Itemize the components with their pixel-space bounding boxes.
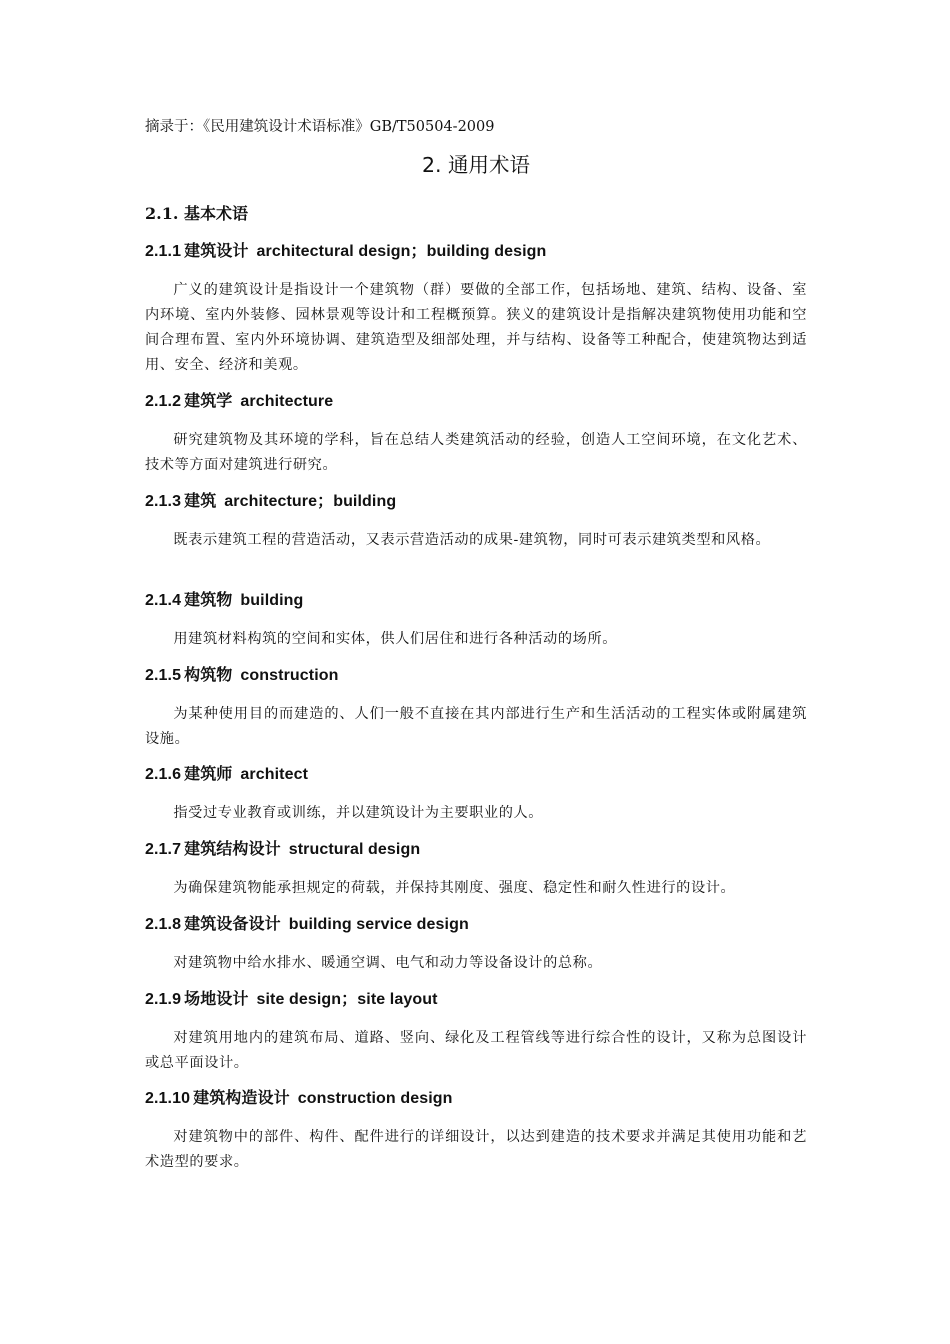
term-entry [145, 490, 807, 553]
term-entry [145, 240, 807, 378]
term-entry [145, 763, 807, 826]
term-entry [145, 988, 807, 1076]
term-number: 2.1.5 [145, 667, 182, 684]
term-name-en: architecture；building [224, 493, 397, 510]
term-definition: 对建筑物中给水排水、暖通空调、电气和动力等设备设计的总称。 [173, 955, 603, 971]
section-title: 2.1. 基本术语 [145, 204, 248, 223]
term-name-zh: 建筑 [184, 491, 217, 510]
term-definition: 为某种使用目的而建造的、人们一般不直接在其内部进行生产和生活活动的工程实体或附属建筑设施。 [145, 706, 807, 747]
term-definition: 为确保建筑物能承担规定的荷载，并保持其刚度、强度、稳定性和耐久性进行的设计。 [173, 880, 736, 896]
term-name-en: site design；site layout [256, 991, 438, 1008]
term-entry [145, 913, 807, 976]
term-entry [145, 664, 807, 752]
term-definition: 研究建筑物及其环境的学科，旨在总结人类建筑活动的经验，创造人工空间环境，在文化艺术、技术等方面对建筑进行研究。 [145, 432, 807, 473]
term-heading [145, 589, 807, 612]
term-name-en: building [240, 592, 304, 609]
term-number: 2.1.4 [145, 592, 182, 609]
term-name-zh: 建筑师 [184, 764, 233, 783]
term-definition: 既表示建筑工程的营造活动，又表示营造活动的成果-建筑物，同时可表示建筑类型和风格。 [173, 532, 771, 548]
term-name-en: structural design [288, 841, 421, 858]
term-number: 2.1.8 [145, 916, 182, 933]
term-number: 2.1.2 [145, 393, 182, 410]
term-name-zh: 建筑学 [184, 391, 233, 410]
term-name-zh: 构筑物 [184, 665, 233, 684]
term-number: 2.1.1 [145, 243, 182, 260]
term-number: 2.1.6 [145, 766, 182, 783]
term-heading [145, 988, 807, 1011]
term-heading [145, 763, 807, 786]
term-number: 2.1.9 [145, 991, 182, 1008]
term-name-en: construction design [297, 1090, 453, 1107]
term-definition: 用建筑材料构筑的空间和实体，供人们居住和进行各种活动的场所。 [173, 631, 618, 647]
term-definition: 对建筑用地内的建筑布局、道路、竖向、绿化及工程管线等进行综合性的设计，又称为总图设计或总平面设计。 [145, 1030, 807, 1071]
term-number: 2.1.7 [145, 841, 182, 858]
term-name-zh: 建筑结构设计 [184, 839, 281, 858]
term-name-en: architecture [240, 393, 334, 410]
term-heading [145, 838, 807, 861]
term-heading [145, 1087, 807, 1110]
term-number: 2.1.10 [145, 1090, 191, 1107]
term-heading [145, 390, 807, 413]
term-definition: 指受过专业教育或训练，并以建筑设计为主要职业的人。 [173, 805, 544, 821]
chapter-title: 2. 通用术语 [421, 153, 531, 177]
term-name-zh: 建筑设计 [184, 241, 249, 260]
term-name-en: construction [240, 667, 339, 684]
term-entry [145, 1087, 807, 1175]
term-name-en: architect [240, 766, 309, 783]
source-note: 摘录于：《民用建筑设计术语标准》GB/T50504-2009 [145, 119, 495, 135]
term-number: 2.1.3 [145, 493, 182, 510]
term-name-en: building service design [288, 916, 469, 933]
term-definition: 对建筑物中的部件、构件、配件进行的详细设计，以达到建造的技术要求并满足其使用功能和艺术造型的要求。 [145, 1129, 807, 1170]
term-entry [145, 390, 807, 478]
term-name-zh: 建筑物 [184, 590, 233, 609]
term-name-zh: 场地设计 [184, 989, 249, 1008]
term-name-zh: 建筑设备设计 [184, 914, 281, 933]
term-heading [145, 490, 807, 513]
term-definition: 广义的建筑设计是指设计一个建筑物（群）要做的全部工作，包括场地、建筑、结构、设备、室内环境、室内外装修、园林景观等设计和工程概预算。狭义的建筑设计是指解决建筑物使用功能和空间合理布置、室内外环境协调、建筑造型及细部处理，并与结构、设备等工种配合，使建筑物达到适用、安全、经济和美观。 [145, 282, 807, 373]
term-heading [145, 240, 807, 263]
term-entry [145, 589, 807, 652]
term-heading [145, 913, 807, 936]
term-name-zh: 建筑构造设计 [193, 1088, 290, 1107]
term-name-en: architectural design；building design [256, 243, 547, 260]
term-entry [145, 838, 807, 901]
term-heading [145, 664, 807, 687]
